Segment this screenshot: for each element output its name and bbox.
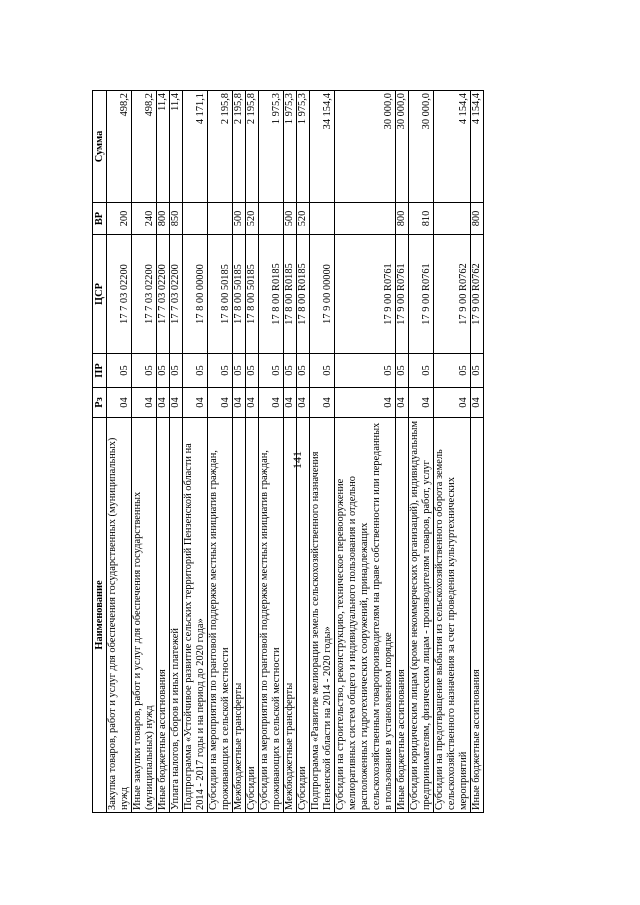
cell-name: Субсидии юридическим лицам (кроме некоммерческих организаций), индивидуальным предпринимателям, физическим лицам - производителям товаров, работ, услуг xyxy=(409,418,434,813)
table-row xyxy=(259,91,284,813)
rotated-table-wrapper xyxy=(92,91,484,813)
cell-rz: 04 xyxy=(157,388,170,418)
header-vr: ВР xyxy=(93,203,107,235)
cell-pr: 05 xyxy=(409,354,434,388)
cell-rz: 04 xyxy=(246,388,259,418)
table-row xyxy=(157,91,170,813)
table-row xyxy=(434,91,471,813)
cell-rz: 04 xyxy=(170,388,183,418)
cell-pr: 05 xyxy=(310,354,335,388)
cell-name: Субсидии на строительство, реконструкцию, техническое перевооружение мелиоративных систем общего и индивидуального пользования и отдельно расположенных гидротехнических сооружений, принадлежащих сельскохозяйственным товаропроизводителям на праве собственности или переданных в пользование в установленном порядке xyxy=(335,418,396,813)
cell-csr: 17 8 00 R0185 xyxy=(284,235,297,354)
table-row xyxy=(335,91,396,813)
cell-name: Закупка товаров, работ и услуг для обеспечения государственных (муниципальных) нужд xyxy=(107,418,132,813)
table-row xyxy=(471,91,484,813)
cell-pr: 05 xyxy=(170,354,183,388)
cell-sum: 2 195,8 xyxy=(233,91,246,203)
cell-pr: 05 xyxy=(183,354,208,388)
cell-name: Иные бюджетные ассигнования xyxy=(157,418,170,813)
cell-vr: 500 xyxy=(284,203,297,235)
cell-sum: 34 154,4 xyxy=(310,91,335,203)
cell-pr: 05 xyxy=(208,354,233,388)
cell-sum: 4 171,1 xyxy=(183,91,208,203)
cell-sum: 11,4 xyxy=(170,91,183,203)
cell-csr: 17 8 00 R0185 xyxy=(259,235,284,354)
header-name: Наименование xyxy=(93,418,107,813)
cell-csr: 17 8 00 50185 xyxy=(208,235,233,354)
cell-sum: 30 000,0 xyxy=(335,91,396,203)
cell-name: Субсидии на предотвращение выбытия из сельскохозяйственного оборота земель сельскохозяйственного назначения за счет проведения культуртехнических мероприятий xyxy=(434,418,471,813)
cell-pr: 05 xyxy=(259,354,284,388)
table-row xyxy=(310,91,335,813)
table-row xyxy=(208,91,233,813)
cell-rz: 04 xyxy=(132,388,157,418)
cell-rz: 04 xyxy=(259,388,284,418)
cell-vr: 520 xyxy=(297,203,310,235)
cell-csr: 17 7 03 02200 xyxy=(107,235,132,354)
cell-name: Межбюджетные трансферты xyxy=(233,418,246,813)
page-number: 141 xyxy=(290,451,304,469)
header-sum: Сумма xyxy=(93,91,107,203)
table-row xyxy=(183,91,208,813)
cell-vr: 200 xyxy=(107,203,132,235)
cell-vr xyxy=(434,203,471,235)
cell-name: Субсидии xyxy=(246,418,259,813)
cell-csr: 17 7 03 02200 xyxy=(157,235,170,354)
cell-name: Иные бюджетные ассигнования xyxy=(396,418,409,813)
table-row xyxy=(170,91,183,813)
cell-rz: 04 xyxy=(471,388,484,418)
table-row xyxy=(284,91,297,813)
cell-sum: 30 000,0 xyxy=(409,91,434,203)
cell-vr xyxy=(335,203,396,235)
cell-csr: 17 9 00 R0761 xyxy=(396,235,409,354)
cell-pr: 05 xyxy=(157,354,170,388)
table-row xyxy=(107,91,132,813)
table-row xyxy=(233,91,246,813)
cell-sum: 1 975,3 xyxy=(284,91,297,203)
header-pr: ПР xyxy=(93,354,107,388)
cell-csr: 17 9 00 R0762 xyxy=(434,235,471,354)
cell-vr: 800 xyxy=(471,203,484,235)
cell-rz: 04 xyxy=(284,388,297,418)
cell-vr: 800 xyxy=(396,203,409,235)
cell-sum: 1 975,3 xyxy=(297,91,310,203)
cell-csr: 17 9 00 00000 xyxy=(310,235,335,354)
cell-vr: 520 xyxy=(246,203,259,235)
cell-csr: 17 8 00 00000 xyxy=(183,235,208,354)
table-row xyxy=(297,91,310,813)
cell-pr: 05 xyxy=(471,354,484,388)
cell-csr: 17 8 00 50185 xyxy=(246,235,259,354)
cell-sum: 11,4 xyxy=(157,91,170,203)
cell-csr: 17 8 00 50185 xyxy=(233,235,246,354)
table-row xyxy=(246,91,259,813)
cell-name: Подпрограмма «Развитие мелиорации земель сельскохозяйственного назначения Пензенской области на 2014 - 2020 годы» xyxy=(310,418,335,813)
cell-vr xyxy=(310,203,335,235)
cell-vr: 800 xyxy=(157,203,170,235)
cell-pr: 05 xyxy=(297,354,310,388)
table-header-row xyxy=(93,91,107,813)
cell-name: Подпрограмма «Устойчивое развитие сельских территорий Пензенской области на 2014 - 2017 годы и на период до 2020 года» xyxy=(183,418,208,813)
cell-csr: 17 9 00 R0761 xyxy=(409,235,434,354)
cell-sum: 30 000,0 xyxy=(396,91,409,203)
cell-rz: 04 xyxy=(297,388,310,418)
cell-csr: 17 9 00 R0762 xyxy=(471,235,484,354)
cell-rz: 04 xyxy=(233,388,246,418)
cell-rz: 04 xyxy=(107,388,132,418)
header-rz: Рз xyxy=(93,388,107,418)
cell-name: Субсидии на мероприятия по грантовой поддержке местных инициатив граждан, проживающих в сельской местности xyxy=(208,418,233,813)
cell-sum: 498,2 xyxy=(132,91,157,203)
cell-vr: 240 xyxy=(132,203,157,235)
cell-name: Иные бюджетные ассигнования xyxy=(471,418,484,813)
cell-rz: 04 xyxy=(396,388,409,418)
cell-csr: 17 7 03 02200 xyxy=(132,235,157,354)
cell-rz: 04 xyxy=(183,388,208,418)
cell-pr: 05 xyxy=(284,354,297,388)
cell-name: Межбюджетные трансферты xyxy=(284,418,297,813)
cell-pr: 05 xyxy=(434,354,471,388)
cell-vr xyxy=(183,203,208,235)
cell-rz: 04 xyxy=(409,388,434,418)
cell-pr: 05 xyxy=(335,354,396,388)
cell-name: Иные закупки товаров, работ и услуг для обеспечения государственных (муниципальных) нужд xyxy=(132,418,157,813)
cell-pr: 05 xyxy=(396,354,409,388)
cell-vr: 810 xyxy=(409,203,434,235)
cell-pr: 05 xyxy=(233,354,246,388)
cell-pr: 05 xyxy=(107,354,132,388)
cell-vr: 500 xyxy=(233,203,246,235)
cell-vr xyxy=(208,203,233,235)
table-row xyxy=(409,91,434,813)
cell-sum: 2 195,8 xyxy=(208,91,233,203)
cell-sum: 498,2 xyxy=(107,91,132,203)
cell-sum: 1 975,3 xyxy=(259,91,284,203)
cell-name: Субсидии xyxy=(297,418,310,813)
cell-pr: 05 xyxy=(246,354,259,388)
cell-pr: 05 xyxy=(132,354,157,388)
table-row xyxy=(396,91,409,813)
cell-csr: 17 9 00 R0761 xyxy=(335,235,396,354)
header-csr: ЦСР xyxy=(93,235,107,354)
cell-csr: 17 8 00 R0185 xyxy=(297,235,310,354)
cell-name: Субсидии на мероприятия по грантовой поддержке местных инициатив граждан, проживающих в сельской местности xyxy=(259,418,284,813)
cell-vr xyxy=(259,203,284,235)
cell-sum: 2 195,8 xyxy=(246,91,259,203)
table-row xyxy=(132,91,157,813)
cell-rz: 04 xyxy=(310,388,335,418)
cell-rz: 04 xyxy=(335,388,396,418)
cell-sum: 4 154,4 xyxy=(434,91,471,203)
cell-vr: 850 xyxy=(170,203,183,235)
cell-csr: 17 7 03 02200 xyxy=(170,235,183,354)
cell-rz: 04 xyxy=(434,388,471,418)
budget-table xyxy=(92,90,484,813)
cell-rz: 04 xyxy=(208,388,233,418)
cell-name: Уплата налогов, сборов и иных платежей xyxy=(170,418,183,813)
cell-sum: 4 154,4 xyxy=(471,91,484,203)
